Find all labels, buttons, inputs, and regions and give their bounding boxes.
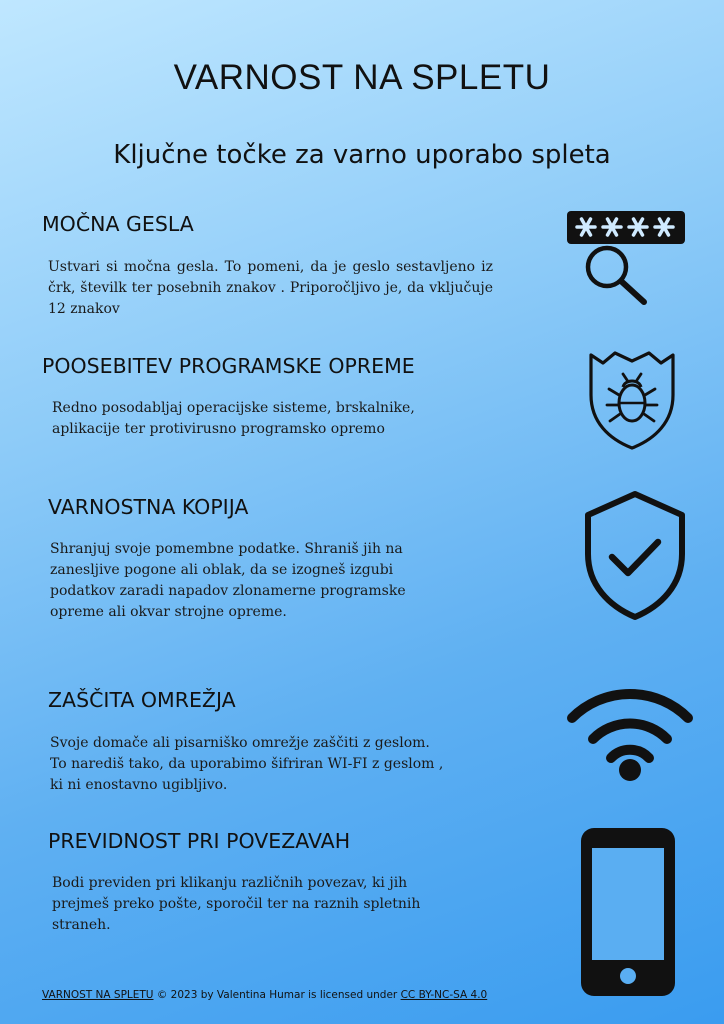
attribution-text: © 2023 by Valentina Humar is licensed under <box>153 989 401 1001</box>
shield-check-icon <box>578 488 693 627</box>
section-heading-backup: VARNOSTNA KOPIJA <box>48 495 249 519</box>
section-heading-network-protection: ZAŠČITA OMREŽJA <box>48 688 236 712</box>
work-title-link[interactable]: VARNOST NA SPLETU <box>42 989 154 1001</box>
license-link[interactable]: CC BY-NC-SA 4.0 <box>400 989 488 1001</box>
section-heading-strong-passwords: MOČNA GESLA <box>42 212 194 236</box>
password-search-icon <box>560 206 690 310</box>
page-subtitle: Ključne točke za varno uporabo spleta <box>113 140 611 170</box>
wifi-icon <box>565 684 695 788</box>
section-body-software-updates: Redno posodabljaj operacijske sisteme, brskalnike, aplikacije ter protivirusno programsko opremo <box>52 400 415 437</box>
smartphone-icon <box>578 826 678 1002</box>
section-heading-link-caution: PREVIDNOST PRI POVEZAVAH <box>48 829 351 853</box>
section-heading-software-updates: POOSEBITEV PROGRAMSKE OPREME <box>42 354 415 378</box>
section-body-link-caution: Bodi previden pri klikanju različnih povezav, ki jih prejmeš preko pošte, sporočil ter na raznih spletnih straneh. <box>52 875 421 933</box>
section-body-network-protection: Svoje domače ali pisarniško omrežje zaščiti z geslom. To narediš tako, da uporabimo šifriran WI-FI z geslom , ki ni enostavno ugibljivo. <box>50 735 444 793</box>
page-title: VARNOST NA SPLETU <box>173 58 551 97</box>
license-footer <box>42 989 487 1001</box>
section-body-backup: Shranjuj svoje pomembne podatke. Shraniš jih na zanesljive pogone ali oblak, da se izogneš izgubi podatkov zaradi napadov zlonamerne programske opreme ali okvar strojne opreme. <box>50 541 406 620</box>
shield-bug-icon <box>585 347 680 456</box>
section-body-strong-passwords: Ustvari si močna gesla. To pomeni, da je geslo sestavljeno iz črk, številk ter posebnih znakov . Priporočljivo je, da vključuje 12 znakov <box>48 259 493 317</box>
